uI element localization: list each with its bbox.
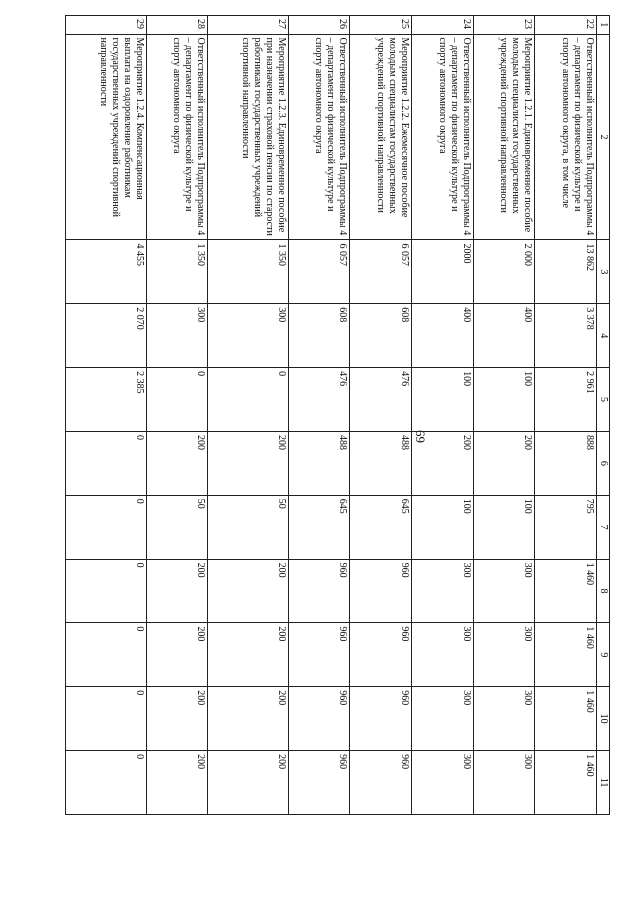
value-cell: 300	[473, 559, 535, 623]
value-cell: 488	[288, 431, 350, 495]
value-cell: 1 460	[535, 751, 597, 815]
value-cell: 0	[66, 623, 147, 687]
value-cell: 1 350	[208, 240, 289, 304]
value-cell: 200	[208, 431, 289, 495]
description-cell: Ответственный исполнитель Подпрограммы 4 – департамент по физической культуре и спорту автономного округа	[412, 34, 474, 240]
value-cell: 960	[350, 623, 412, 687]
value-cell: 300	[473, 623, 535, 687]
value-cell: 960	[350, 559, 412, 623]
value-cell: 2000	[412, 240, 474, 304]
header-row	[597, 16, 610, 815]
table-container	[65, 15, 610, 815]
value-cell: 100	[412, 495, 474, 559]
row-number-cell: 27	[208, 16, 289, 35]
value-cell: 200	[473, 431, 535, 495]
value-cell: 0	[66, 751, 147, 815]
value-cell: 0	[208, 368, 289, 432]
value-cell: 100	[412, 368, 474, 432]
column-header: 10	[597, 687, 610, 751]
value-cell: 488	[350, 431, 412, 495]
row-number-cell: 24	[412, 16, 474, 35]
value-cell: 6 057	[288, 240, 350, 304]
column-header: 9	[597, 623, 610, 687]
table-row	[208, 16, 289, 815]
value-cell: 795	[535, 495, 597, 559]
value-cell: 300	[412, 623, 474, 687]
description-cell: Ответственный исполнитель Подпрограммы 4 – департамент по физической культуре и спорту автономного округа	[146, 34, 208, 240]
value-cell: 1 460	[535, 687, 597, 751]
column-header: 6	[597, 431, 610, 495]
row-number-cell: 26	[288, 16, 350, 35]
column-header: 3	[597, 240, 610, 304]
description-cell: Мероприятие 1.2.1. Единовременное пособие молодым специалистам государственных учреждений спортивной направленности	[473, 34, 535, 240]
description-cell: Мероприятие 1.2.4. Компенсационная выплата на оздоровление работникам государственных учреждений спортивной направленности	[66, 34, 147, 240]
value-cell: 2 385	[66, 368, 147, 432]
column-header: 8	[597, 559, 610, 623]
value-cell: 200	[208, 559, 289, 623]
value-cell: 300	[208, 304, 289, 368]
value-cell: 1 350	[146, 240, 208, 304]
value-cell: 4 455	[66, 240, 147, 304]
description-cell: Ответственный исполнитель Подпрограммы 4 – департамент по физической культуре и спорту автономного округа, в том числе	[535, 34, 597, 240]
budget-table	[65, 15, 610, 815]
row-number-cell: 22	[535, 16, 597, 35]
column-header: 11	[597, 751, 610, 815]
value-cell: 0	[146, 368, 208, 432]
value-cell: 50	[208, 495, 289, 559]
value-cell: 0	[66, 495, 147, 559]
value-cell: 200	[146, 431, 208, 495]
value-cell: 960	[288, 687, 350, 751]
value-cell: 300	[473, 751, 535, 815]
value-cell: 300	[412, 559, 474, 623]
value-cell: 200	[412, 431, 474, 495]
value-cell: 645	[350, 495, 412, 559]
column-header: 7	[597, 495, 610, 559]
value-cell: 1 460	[535, 559, 597, 623]
value-cell: 960	[350, 687, 412, 751]
value-cell: 476	[288, 368, 350, 432]
value-cell: 200	[146, 687, 208, 751]
value-cell: 476	[350, 368, 412, 432]
value-cell: 960	[288, 623, 350, 687]
row-number-cell: 28	[146, 16, 208, 35]
description-cell: Ответственный исполнитель Подпрограммы 4 – департамент по физической культуре и спорту автономного округа	[288, 34, 350, 240]
value-cell: 200	[208, 687, 289, 751]
value-cell: 2 070	[66, 304, 147, 368]
value-cell: 300	[146, 304, 208, 368]
value-cell: 960	[288, 751, 350, 815]
value-cell: 3 378	[535, 304, 597, 368]
value-cell: 0	[66, 431, 147, 495]
description-cell: Мероприятие 1.2.2. Ежемесячное пособие молодым специалистам государственных учреждений спортивной направленности	[350, 34, 412, 240]
table-row	[412, 16, 474, 815]
table-row	[288, 16, 350, 815]
value-cell: 1 460	[535, 623, 597, 687]
column-header: 2	[597, 34, 610, 240]
value-cell: 300	[412, 687, 474, 751]
value-cell: 13 862	[535, 240, 597, 304]
table-row	[66, 16, 147, 815]
table-row	[350, 16, 412, 815]
table-row	[473, 16, 535, 815]
description-cell: Мероприятие 1.2.3. Единовременное пособие при назначении страховой пенсии по старости работникам государственных учреждений спортивной направленности	[208, 34, 289, 240]
column-header: 4	[597, 304, 610, 368]
row-number-cell: 25	[350, 16, 412, 35]
value-cell: 6 057	[350, 240, 412, 304]
value-cell: 300	[412, 751, 474, 815]
value-cell: 960	[288, 559, 350, 623]
page-number: 69	[413, 430, 428, 443]
value-cell: 960	[350, 751, 412, 815]
value-cell: 0	[66, 559, 147, 623]
table-row	[146, 16, 208, 815]
value-cell: 300	[473, 687, 535, 751]
value-cell: 400	[473, 304, 535, 368]
value-cell: 0	[66, 687, 147, 751]
value-cell: 200	[208, 751, 289, 815]
value-cell: 400	[412, 304, 474, 368]
value-cell: 2 000	[473, 240, 535, 304]
value-cell: 645	[288, 495, 350, 559]
value-cell: 100	[473, 368, 535, 432]
value-cell: 200	[146, 751, 208, 815]
row-number-cell: 23	[473, 16, 535, 35]
value-cell: 888	[535, 431, 597, 495]
value-cell: 200	[146, 559, 208, 623]
column-header: 5	[597, 368, 610, 432]
value-cell: 608	[288, 304, 350, 368]
value-cell: 608	[350, 304, 412, 368]
column-header: 1	[597, 16, 610, 35]
table-row	[535, 16, 597, 815]
value-cell: 100	[473, 495, 535, 559]
value-cell: 50	[146, 495, 208, 559]
row-number-cell: 29	[66, 16, 147, 35]
value-cell: 2 961	[535, 368, 597, 432]
value-cell: 200	[146, 623, 208, 687]
value-cell: 200	[208, 623, 289, 687]
